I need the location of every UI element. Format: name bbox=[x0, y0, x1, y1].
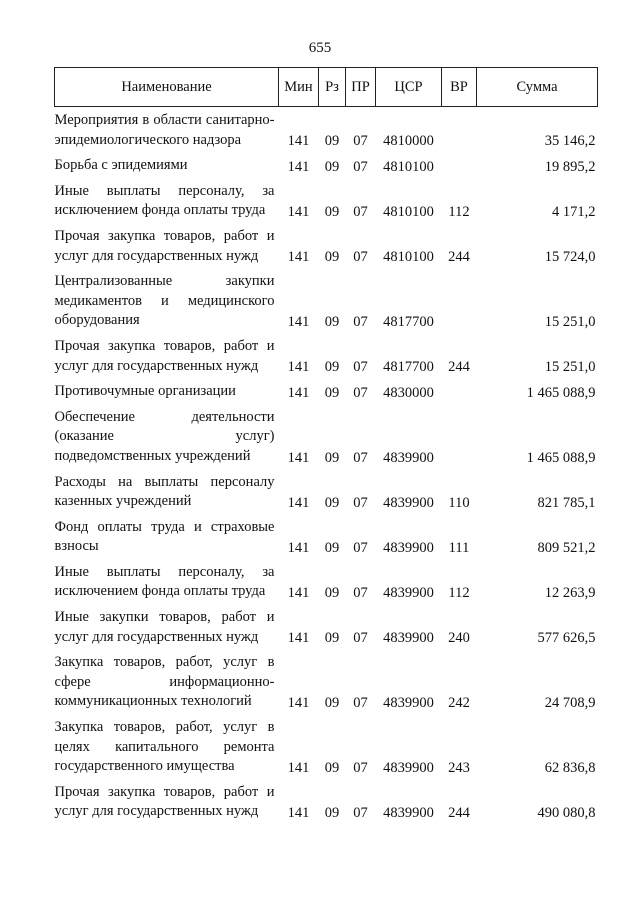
cell-pr: 07 bbox=[353, 158, 368, 175]
table-row bbox=[55, 473, 598, 518]
cell-name: Обеспечение деятельности (оказание услуг) подведомственных учреждений bbox=[54, 408, 275, 464]
cell-vr: 240 bbox=[448, 630, 470, 647]
cell-vr: 242 bbox=[448, 695, 470, 712]
cell-csr: 4839900 bbox=[383, 630, 434, 647]
cell-sum: 577 626,5 bbox=[537, 630, 596, 647]
table-row bbox=[55, 272, 598, 337]
cell-pr: 07 bbox=[353, 449, 368, 466]
cell-vr: 244 bbox=[448, 249, 470, 266]
cell-pr: 07 bbox=[353, 384, 368, 401]
cell-name: Мероприятия в области санитарно-эпидемиологического надзора bbox=[54, 112, 275, 148]
cell-csr: 4830000 bbox=[383, 384, 434, 401]
cell-name: Прочая закупка товаров, работ и услуг для государственных нужд bbox=[54, 337, 275, 374]
cell-vr bbox=[442, 107, 477, 157]
cell-min: 141 bbox=[287, 359, 310, 376]
cell-sum: 821 785,1 bbox=[537, 494, 596, 511]
table-row bbox=[55, 608, 598, 653]
cell-min: 141 bbox=[287, 630, 310, 647]
table-row bbox=[55, 156, 598, 182]
table-row bbox=[55, 563, 598, 608]
table-row bbox=[55, 227, 598, 272]
cell-vr: 244 bbox=[448, 805, 470, 821]
cell-pr: 07 bbox=[353, 494, 368, 511]
cell-vr: 111 bbox=[448, 539, 470, 556]
cell-vr: 112 bbox=[448, 585, 470, 602]
cell-csr: 4810100 bbox=[383, 158, 434, 175]
cell-name: Прочая закупка товаров, работ и услуг для государственных нужд bbox=[54, 227, 275, 264]
cell-name: Борьба с эпидемиями bbox=[54, 157, 188, 174]
cell-name: Прочая закупка товаров, работ и услуг для государственных нужд bbox=[54, 783, 275, 820]
cell-sum: 35 146,2 bbox=[544, 133, 596, 150]
header-sum: Сумма bbox=[477, 68, 598, 107]
cell-vr bbox=[442, 156, 477, 182]
cell-pr: 07 bbox=[353, 359, 368, 376]
cell-name: Закупка товаров, работ, услуг в целях капитального ремонта государственного имущества bbox=[54, 719, 275, 775]
header-min: Мин bbox=[279, 68, 319, 107]
cell-pr: 07 bbox=[353, 759, 368, 776]
cell-csr: 4810100 bbox=[383, 203, 434, 220]
cell-rz: 09 bbox=[324, 384, 340, 401]
cell-pr: 07 bbox=[353, 805, 368, 821]
cell-sum: 15 724,0 bbox=[544, 249, 596, 266]
cell-pr: 07 bbox=[353, 539, 368, 556]
cell-rz: 09 bbox=[324, 585, 340, 602]
cell-rz: 09 bbox=[324, 249, 340, 266]
cell-csr: 4839900 bbox=[383, 759, 434, 776]
table-row bbox=[55, 107, 598, 157]
cell-sum: 490 080,8 bbox=[537, 805, 596, 821]
cell-sum: 62 836,8 bbox=[544, 759, 596, 776]
cell-rz: 09 bbox=[324, 494, 340, 511]
header-vr: ВР bbox=[442, 68, 477, 107]
cell-sum: 809 521,2 bbox=[537, 539, 596, 556]
cell-min: 141 bbox=[287, 133, 310, 150]
cell-min: 141 bbox=[287, 203, 310, 220]
cell-csr: 4817700 bbox=[383, 359, 434, 376]
cell-rz: 09 bbox=[324, 313, 340, 330]
cell-rz: 09 bbox=[324, 630, 340, 647]
cell-min: 141 bbox=[287, 805, 310, 821]
cell-rz: 09 bbox=[324, 133, 340, 150]
table-row bbox=[55, 518, 598, 563]
cell-name: Централизованные закупки медикаментов и медицинского оборудования bbox=[54, 273, 275, 329]
cell-vr bbox=[442, 272, 477, 337]
cell-vr bbox=[442, 382, 477, 408]
table-row bbox=[55, 337, 598, 382]
cell-csr: 4839900 bbox=[383, 449, 434, 466]
table-row bbox=[55, 718, 598, 783]
cell-sum: 15 251,0 bbox=[544, 359, 596, 376]
cell-name: Закупка товаров, работ, услуг в сфере информационно-коммуникационных технологий bbox=[54, 654, 275, 710]
cell-csr: 4810100 bbox=[383, 249, 434, 266]
cell-csr: 4839900 bbox=[383, 805, 434, 821]
cell-vr: 243 bbox=[448, 759, 470, 776]
cell-rz: 09 bbox=[324, 359, 340, 376]
cell-csr: 4839900 bbox=[383, 539, 434, 556]
table-header-row bbox=[55, 68, 598, 107]
table-row bbox=[55, 653, 598, 718]
cell-rz: 09 bbox=[324, 805, 340, 821]
cell-rz: 09 bbox=[324, 449, 340, 466]
table-row bbox=[55, 408, 598, 473]
cell-sum: 1 465 088,9 bbox=[526, 449, 596, 466]
cell-min: 141 bbox=[287, 249, 310, 266]
budget-table bbox=[54, 67, 598, 828]
header-rz: Рз bbox=[319, 68, 346, 107]
cell-min: 141 bbox=[287, 313, 310, 330]
cell-name: Фонд оплаты труда и страховые взносы bbox=[54, 518, 275, 555]
cell-name: Противочумные организации bbox=[54, 383, 236, 400]
cell-min: 141 bbox=[287, 695, 310, 712]
cell-sum: 12 263,9 bbox=[544, 585, 596, 602]
header-name: Наименование bbox=[55, 68, 279, 107]
cell-csr: 4839900 bbox=[383, 585, 434, 602]
cell-pr: 07 bbox=[353, 249, 368, 266]
cell-min: 141 bbox=[287, 585, 310, 602]
cell-min: 141 bbox=[287, 494, 310, 511]
cell-pr: 07 bbox=[353, 313, 368, 330]
cell-rz: 09 bbox=[324, 203, 340, 220]
cell-rz: 09 bbox=[324, 695, 340, 712]
cell-name: Расходы на выплаты персоналу казенных учреждений bbox=[54, 473, 275, 510]
cell-vr bbox=[442, 408, 477, 473]
cell-sum: 1 465 088,9 bbox=[526, 384, 596, 401]
cell-min: 141 bbox=[287, 759, 310, 776]
cell-rz: 09 bbox=[324, 759, 340, 776]
cell-name: Иные закупки товаров, работ и услуг для государственных нужд bbox=[54, 609, 275, 645]
table-row bbox=[55, 182, 598, 227]
cell-pr: 07 bbox=[353, 203, 368, 220]
table-row bbox=[55, 783, 598, 828]
cell-pr: 07 bbox=[353, 695, 368, 712]
cell-csr: 4810000 bbox=[383, 133, 434, 150]
cell-csr: 4839900 bbox=[383, 695, 434, 712]
cell-sum: 24 708,9 bbox=[544, 695, 596, 712]
table-row bbox=[55, 382, 598, 408]
cell-sum: 19 895,2 bbox=[544, 158, 596, 175]
cell-rz: 09 bbox=[324, 158, 340, 175]
page-number: 655 bbox=[308, 40, 332, 56]
cell-vr: 110 bbox=[448, 494, 470, 511]
cell-name: Иные выплаты персоналу, за исключением фонда оплаты труда bbox=[54, 182, 275, 219]
cell-pr: 07 bbox=[353, 133, 368, 150]
header-pr: ПР bbox=[346, 68, 376, 107]
header-csr: ЦСР bbox=[376, 68, 442, 107]
cell-sum: 15 251,0 bbox=[544, 313, 596, 330]
cell-csr: 4817700 bbox=[383, 313, 434, 330]
cell-csr: 4839900 bbox=[383, 494, 434, 511]
cell-min: 141 bbox=[287, 158, 310, 175]
cell-min: 141 bbox=[287, 384, 310, 401]
cell-rz: 09 bbox=[324, 539, 340, 556]
cell-min: 141 bbox=[287, 539, 310, 556]
cell-min: 141 bbox=[287, 449, 310, 466]
cell-sum: 4 171,2 bbox=[552, 203, 596, 220]
cell-vr: 112 bbox=[448, 203, 470, 220]
cell-pr: 07 bbox=[353, 630, 368, 647]
cell-name: Иные выплаты персоналу, за исключением фонда оплаты труда bbox=[54, 563, 275, 600]
cell-vr: 244 bbox=[448, 359, 470, 376]
cell-pr: 07 bbox=[353, 585, 368, 602]
